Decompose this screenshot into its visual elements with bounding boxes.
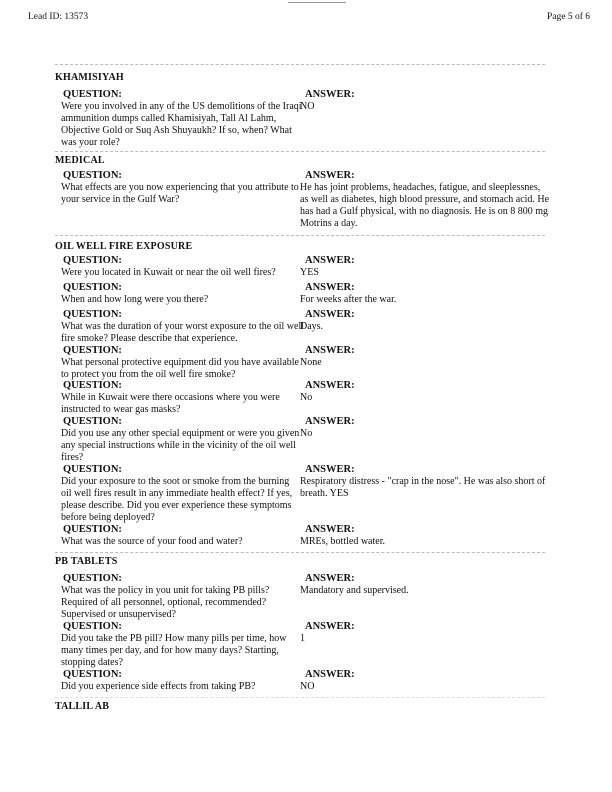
question-text: What effects are you now experiencing that you attribute to your service in the Gulf War? [61, 182, 299, 205]
answer-text: None [300, 357, 322, 368]
answer-label: ANSWER: [305, 89, 355, 100]
question-text: Did you experience side effects from taking PB? [61, 681, 256, 692]
question-text: Were you involved in any of the US demolitions of the Iraqi ammunition dumps called Khamisiyah, Tall Al Lahm, Objective Gold or Suq Ash Shuyaukh? If so, when? What was your role? [61, 101, 302, 148]
section-title-pb-tablets: PB TABLETS [55, 556, 118, 567]
section-title-khamisiyah: KHAMISIYAH [55, 72, 124, 83]
answer-text: No [300, 428, 313, 439]
question-text: Did your exposure to the soot or smoke from the burning oil well fires result in any immediate health effect? If yes, please describe. Did you ever experience these symptoms before being deployed? [61, 476, 293, 523]
page-number: Page 5 of 6 [546, 12, 590, 22]
question-label: QUESTION: [63, 573, 122, 584]
question-text: What personal protective equipment did you have available to protect you from the oil well fire smoke? [61, 357, 299, 380]
question-text: When and how long were you there? [61, 294, 209, 305]
answer-label: ANSWER: [305, 464, 355, 475]
lead-id: Lead ID: 13573 [28, 12, 89, 22]
question-text: What was the source of your food and water? [61, 536, 243, 547]
divider [55, 64, 545, 65]
question-label: QUESTION: [63, 524, 122, 535]
divider [55, 697, 545, 698]
answer-label: ANSWER: [305, 669, 355, 680]
question-label: QUESTION: [63, 464, 122, 475]
question-label: QUESTION: [63, 89, 122, 100]
answer-text: NO [300, 681, 315, 692]
answer-label: ANSWER: [305, 573, 355, 584]
question-label: QUESTION: [63, 170, 122, 181]
question-text: Did you take the PB pill? How many pills per time, how many times per day, and for how many days? Starting, stopping dates? [61, 633, 287, 668]
answer-label: ANSWER: [305, 309, 355, 320]
question-text: What was the policy in you unit for taking PB pills? Required of all personnel, optional, recommended? Supervised or unsupervised? [61, 585, 270, 620]
section-title-medical: MEDICAL [55, 155, 105, 166]
answer-label: ANSWER: [305, 282, 355, 293]
question-label: QUESTION: [63, 621, 122, 632]
answer-text: For weeks after the war. [300, 294, 397, 305]
answer-label: ANSWER: [305, 345, 355, 356]
question-label: QUESTION: [63, 380, 122, 391]
question-label: QUESTION: [63, 309, 122, 320]
divider [55, 235, 545, 236]
answer-text: Mandatory and supervised. [300, 585, 409, 596]
answer-label: ANSWER: [305, 380, 355, 391]
question-label: QUESTION: [63, 255, 122, 266]
question-label: QUESTION: [63, 345, 122, 356]
divider [55, 552, 545, 553]
answer-label: ANSWER: [305, 170, 355, 181]
question-label: QUESTION: [63, 282, 122, 293]
answer-text: 1 [300, 633, 305, 644]
answer-label: ANSWER: [305, 416, 355, 427]
answer-label: ANSWER: [305, 255, 355, 266]
answer-label: ANSWER: [305, 621, 355, 632]
question-label: QUESTION: [63, 669, 122, 680]
answer-label: ANSWER: [305, 524, 355, 535]
question-text: Did you use any other special equipment or were you given any special instructions while in the vicinity of the oil well fires? [61, 428, 300, 463]
answer-text: MREs, bottled water. [300, 536, 385, 547]
answer-text: Days. [300, 321, 324, 332]
section-title-tallil-ab: TALLIL AB [55, 701, 110, 712]
top-rule [288, 2, 346, 3]
answer-text: Respiratory distress - "crap in the nose". He was also short of breath. YES [300, 476, 546, 499]
question-text: Were you located in Kuwait or near the oil well fires? [61, 267, 276, 278]
answer-text: NO [300, 101, 315, 112]
answer-text: YES [300, 267, 319, 278]
question-text: What was the duration of your worst exposure to the oil well fire smoke? Please describe that experience. [61, 321, 304, 344]
section-title-oil-well-fire-exposure: OIL WELL FIRE EXPOSURE [55, 241, 193, 252]
question-text: While in Kuwait were there occasions where you were instructed to wear gas masks? [61, 392, 280, 415]
answer-text: He has joint problems, headaches, fatigue, and sleeplessnes, as well as diabetes, high blood pressure, and stomach acid. He has had a Gulf physical, with no diagnosis. He is on 8 800 mg Motrins a day. [300, 182, 550, 229]
question-label: QUESTION: [63, 416, 122, 427]
answer-text: No [300, 392, 313, 403]
divider [55, 151, 545, 152]
